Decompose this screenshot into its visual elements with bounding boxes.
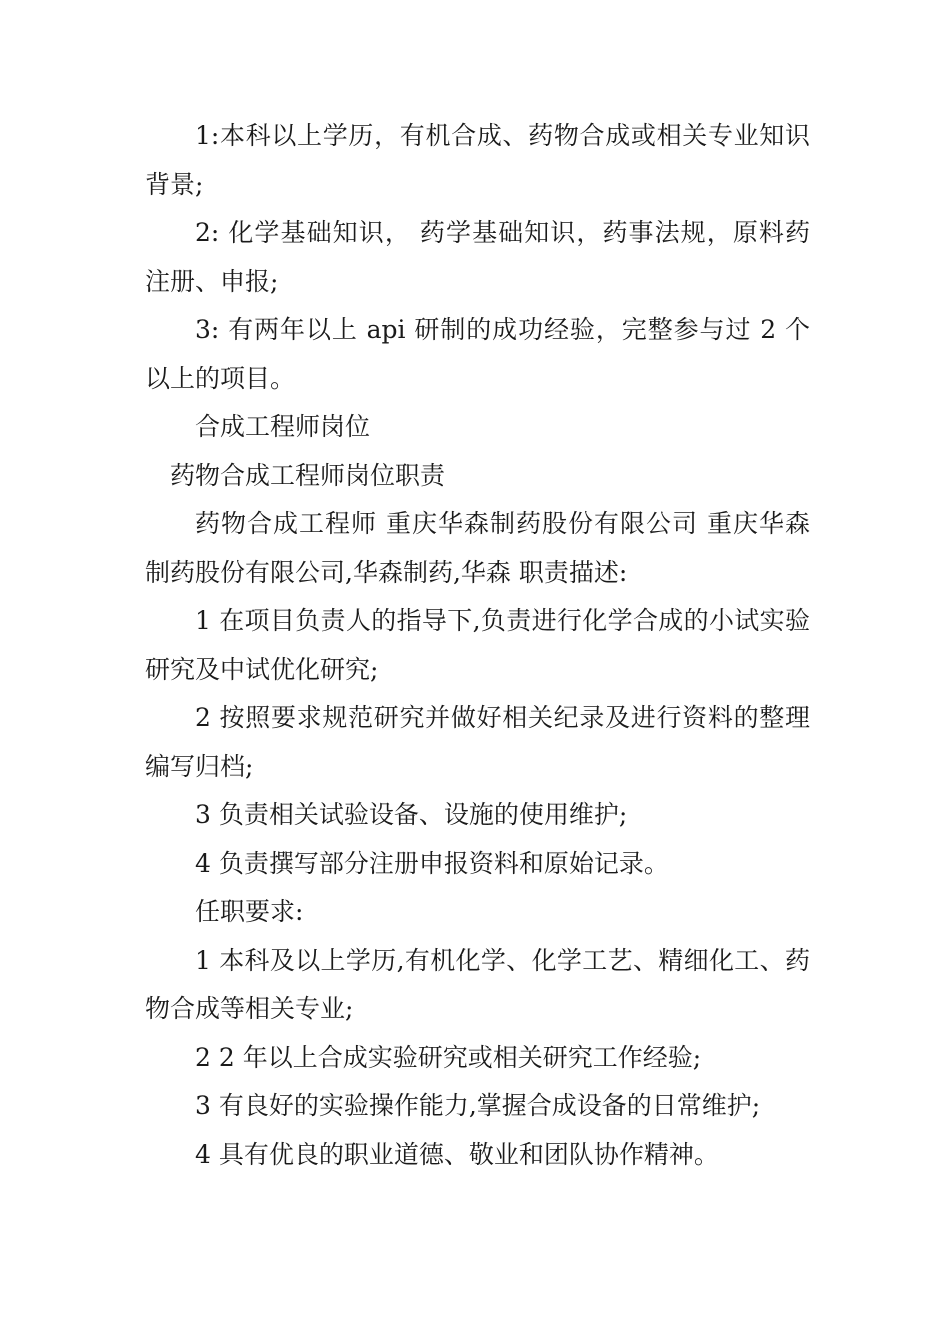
requirement-item-3: 3: 有两年以上 api 研制的成功经验，完整参与过 2 个以上的项目。 (145, 315, 810, 393)
job-intro: 药物合成工程师 重庆华森制药股份有限公司 重庆华森制药股份有限公司,华森制药,华森 职责描述: (145, 509, 810, 587)
section-subheading: 药物合成工程师岗位职责 (170, 460, 446, 490)
duty-item-3: 3 负责相关试验设备、设施的使用维护; (195, 800, 628, 829)
requirement-item-2: 2: 化学基础知识， 药学基础知识，药事法规，原料药注册、申报; (145, 218, 810, 296)
qualification-item-4: 4 具有优良的职业道德、敬业和团队协作精神。 (195, 1139, 719, 1169)
duty-item-2: 2 按照要求规范研究并做好相关纪录及进行资料的整理编写归档; (145, 703, 810, 781)
qualification-item-1: 1 本科及以上学历,有机化学、化学工艺、精细化工、药物合成等相关专业; (145, 945, 810, 1023)
section-heading: 合成工程师岗位 (195, 412, 371, 441)
duty-item-4: 4 负责撰写部分注册申报资料和原始记录。 (195, 848, 669, 878)
requirement-item-1: 1:本科以上学历，有机合成、药物合成或相关专业知识背景; (145, 121, 810, 199)
qualification-item-3: 3 有良好的实验操作能力,掌握合成设备的日常维护; (195, 1091, 761, 1120)
qualifications-heading: 任职要求: (195, 897, 304, 926)
duty-item-1: 1 在项目负责人的指导下,负责进行化学合成的小试实验研究及中试优化研究; (145, 606, 810, 684)
document-body (145, 112, 810, 1179)
qualification-item-2: 2 2 年以上合成实验研究或相关研究工作经验; (195, 1042, 702, 1072)
